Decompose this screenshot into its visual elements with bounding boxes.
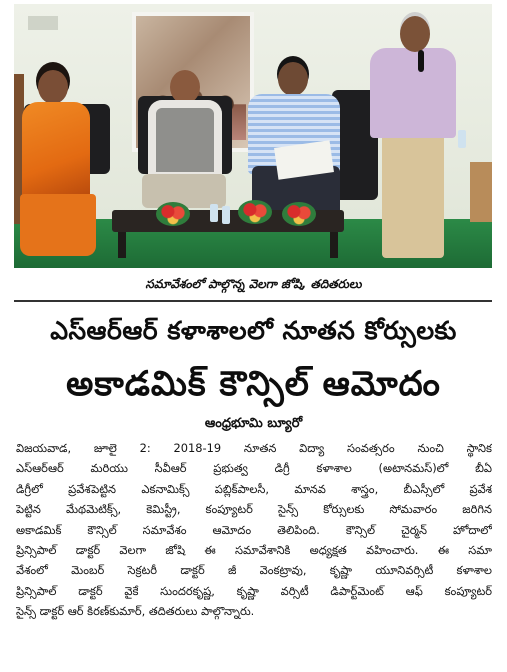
photo-table-legs: [118, 232, 338, 258]
article-line: ఎస్ఆర్ఆర్ మరియు సీవీఆర్ ప్రభుత్వ డిగ్రీ కళాశాల (అటానమస్)లో బీఏ: [16, 461, 492, 476]
divider: [14, 300, 492, 302]
article-line: పెట్టిన మేథమెటిక్స్, కెమిస్ట్రీ, కంప్యూటర్ సైన్స్ కోర్సులకు సోమవారం జరిగిన: [16, 502, 492, 517]
photo-cabinet: [470, 162, 492, 222]
photo-water-bottle: [458, 130, 466, 148]
photo-bouquet: [238, 200, 272, 224]
headline-main: అకాడమిక్ కౌన్సిల్ ఆమోదం: [66, 364, 441, 404]
article-line: సైన్స్ డాక్టర్ ఆర్ కిరణ్‌కుమార్, తదితరులు పాల్గొన్నారు.: [16, 604, 255, 619]
article-line: డిగ్రీలో ప్రవేశపెట్టిన ఎకనామిక్స్ పబ్లిక్‌పాలసీ, మానవ శాస్త్రం, బీఎస్సీలో ప్రవేశ: [16, 481, 492, 496]
photo-caption: సమావేశంలో పాల్గొన్న వెలగా జోషి, తదితరులు: [145, 277, 362, 291]
article-line: ప్రిన్సిపాల్ డాక్టర్ వెలగా జోషి ఈ సమావేశానికి అధ్యక్షత వహించారు. ఈ సమా: [16, 543, 492, 558]
article-line: విజయవాడ, జూలై 2: 2018-19 నూతన విద్యా సంవత్సరం నుంచి స్థానిక: [16, 441, 492, 455]
headline-top: ఎస్ఆర్ఆర్ కళాశాలలో నూతన కోర్సులకు: [50, 316, 457, 345]
article-line: అకాడమిక్ కౌన్సిల్ సమావేశం ఆమోదం తెలిపింది. కౌన్సిల్ చైర్మన్ హోదాలో: [16, 522, 492, 537]
byline: ఆంధ్రభూమి బ్యూరో: [204, 416, 303, 431]
photo-bouquet: [282, 202, 316, 226]
photo-bouquet: [156, 202, 190, 226]
photo-water-bottle: [222, 206, 230, 224]
news-photo: [14, 4, 492, 268]
photo-wall-sign: [28, 16, 58, 30]
photo-water-bottle: [210, 204, 218, 222]
article-line: ప్రిన్సిపాల్ డాక్టర్ వైకే సుందరకృష్ణ, కృష్ణా వర్సిటీ డిపార్ట్‌మెంట్ ఆఫ్ కంప్యూటర్: [16, 583, 492, 598]
article-line: వేశంలో మెంబర్ సెక్రటరీ డాక్టర్ జీ వెంకట్రావు, కృష్ణా యూనివర్సిటీ కళాశాల: [16, 563, 492, 578]
article-body: [16, 438, 492, 666]
